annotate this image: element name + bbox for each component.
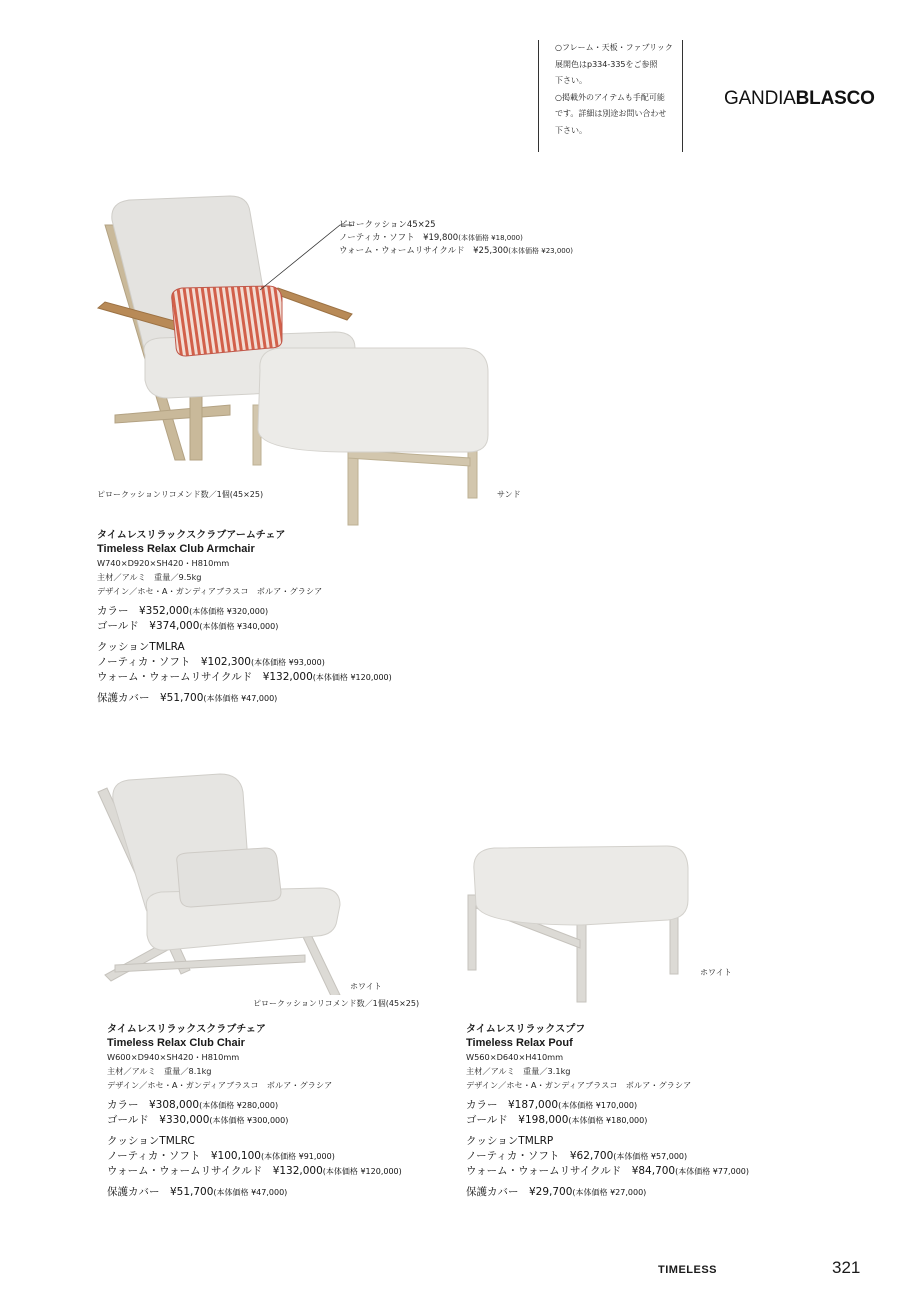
pouf-info — [466, 1020, 749, 1200]
brand-logo — [724, 88, 875, 110]
price-gold — [107, 1113, 402, 1128]
product-title-jp: タイムレスリラックスクラブチェア — [107, 1024, 266, 1035]
note-line: ○掲載外のアイテムも手配可能 — [555, 92, 665, 102]
note-line: です。詳細は別途お問い合わせ — [555, 109, 667, 118]
cushion-code: クッションTMLRC — [107, 1135, 195, 1147]
price-label: ゴールド ¥374,000 — [97, 620, 200, 632]
note-line: 下さい。 — [555, 76, 587, 85]
cushion-price-nautica — [97, 655, 392, 670]
price-color — [107, 1098, 402, 1113]
pillow-callout-price-2 — [339, 245, 573, 258]
cushion-code: クッションTMLRP — [466, 1135, 554, 1147]
price-sub: (本体価格 ¥77,000) — [675, 1167, 749, 1176]
price-label: ノーティカ・ソフト ¥62,700 — [466, 1150, 614, 1162]
product-design: デザイン／ホセ・A・ガンディアブラスコ ボルア・グラシア — [107, 1080, 333, 1090]
price-sub: (本体価格 ¥120,000) — [322, 1167, 402, 1176]
cover-price — [97, 691, 392, 706]
product-material: 主材／アルミ 重量／3.1kg — [466, 1066, 571, 1076]
price-label: ゴールド ¥330,000 — [107, 1114, 210, 1126]
brand-part1: GANDIA — [724, 88, 796, 109]
club-chair-pillow-note: ピロークッションリコメンド数／1個(45×25) — [253, 999, 420, 1008]
armchair-info — [97, 526, 392, 706]
page-number: 321 — [832, 1258, 861, 1277]
product-dimensions: W600×D940×SH420・H810mm — [107, 1052, 240, 1062]
price-label: ノーティカ・ソフト ¥102,300 — [97, 656, 251, 668]
price-sub: (本体価格 ¥27,000) — [572, 1188, 647, 1197]
product-material: 主材／アルミ 重量／9.5kg — [97, 572, 202, 582]
cushion-price-warm — [466, 1164, 749, 1179]
price-sub: (本体価格 ¥180,000) — [568, 1116, 648, 1125]
product-design: デザイン／ホセ・A・ガンディアブラスコ ボルア・グラシア — [466, 1080, 692, 1090]
cover-price — [107, 1185, 402, 1200]
cushion-price-warm — [107, 1164, 402, 1179]
pillow-callout-price-1 — [339, 232, 573, 245]
price-sub: (本体価格 ¥23,000) — [508, 247, 573, 255]
product-design: デザイン／ホセ・A・ガンディアブラスコ ボルア・グラシア — [97, 586, 323, 596]
cushion-code: クッションTMLRA — [97, 641, 185, 653]
price-sub: (本体価格 ¥47,000) — [203, 694, 278, 703]
price-label: 保護カバー ¥51,700 — [107, 1186, 214, 1198]
cover-price — [466, 1185, 749, 1200]
price-sub: (本体価格 ¥18,000) — [458, 234, 523, 242]
price-label: カラー ¥352,000 — [97, 605, 190, 617]
price-sub: (本体価格 ¥340,000) — [199, 622, 279, 631]
note-line: ○フレーム・天板・ファブリック — [555, 43, 673, 52]
pouf-color-tag: ホワイト — [700, 968, 732, 977]
price-label: ウォーム・ウォームリサイクルド ¥84,700 — [466, 1165, 676, 1177]
armchair-color-tag: サンド — [497, 490, 521, 499]
cushion-price-nautica — [466, 1149, 749, 1164]
price-label: ウォーム・ウォームリサイクルド ¥132,000 — [107, 1165, 323, 1177]
price-label: ノーティカ・ソフト ¥100,100 — [107, 1150, 261, 1162]
price-gold — [466, 1113, 749, 1128]
cushion-price-warm — [97, 670, 392, 685]
price-color — [466, 1098, 749, 1113]
product-dimensions: W560×D640×H410mm — [466, 1052, 564, 1062]
price-sub: (本体価格 ¥170,000) — [558, 1101, 638, 1110]
price-sub: (本体価格 ¥91,000) — [260, 1152, 335, 1161]
section-label: TIMELESS — [658, 1264, 718, 1276]
product-title-jp: タイムレスリラックスクラブアームチェア — [97, 530, 286, 541]
price-label: ウォーム・ウォームリサイクルド ¥132,000 — [97, 671, 313, 683]
pillow-callout-title: ピロークッション45×25 — [339, 220, 436, 230]
price-sub: (本体価格 ¥280,000) — [199, 1101, 279, 1110]
price-label: ノーティカ・ソフト ¥19,800 — [339, 233, 459, 243]
price-sub: (本体価格 ¥320,000) — [189, 607, 269, 616]
cushion-price-nautica — [107, 1149, 402, 1164]
product-dimensions: W740×D920×SH420・H810mm — [97, 558, 230, 568]
price-sub: (本体価格 ¥57,000) — [613, 1152, 688, 1161]
product-title-en: Timeless Relax Club Chair — [107, 1037, 245, 1049]
pouf-image — [462, 840, 692, 1005]
price-label: ウォーム・ウォームリサイクルド ¥25,300 — [339, 246, 509, 256]
price-color — [97, 604, 392, 619]
club-chair-info — [107, 1020, 402, 1200]
product-title-en: Timeless Relax Pouf — [466, 1037, 573, 1049]
price-label: 保護カバー ¥29,700 — [466, 1186, 573, 1198]
club-chair-color-tag: ホワイト — [350, 982, 382, 991]
brand-part2: BLASCO — [795, 88, 875, 109]
price-label: 保護カバー ¥51,700 — [97, 692, 204, 704]
price-label: ゴールド ¥198,000 — [466, 1114, 569, 1126]
price-gold — [97, 619, 392, 634]
product-title-jp: タイムレスリラックスプフ — [466, 1024, 586, 1035]
price-label: カラー ¥187,000 — [466, 1099, 559, 1111]
armchair-pillow-note: ピロークッションリコメンド数／1個(45×25) — [97, 490, 264, 499]
price-sub: (本体価格 ¥47,000) — [213, 1188, 288, 1197]
price-sub: (本体価格 ¥93,000) — [250, 658, 325, 667]
product-title-en: Timeless Relax Club Armchair — [97, 543, 255, 555]
note-line: 下さい。 — [555, 125, 587, 135]
price-sub: (本体価格 ¥300,000) — [209, 1116, 289, 1125]
pillow-callout — [339, 219, 573, 258]
product-material: 主材／アルミ 重量／8.1kg — [107, 1066, 212, 1076]
notes-box — [538, 40, 683, 152]
note-line: 展開色はp334-335をご参照 — [555, 59, 658, 69]
club-chair-image — [95, 770, 345, 995]
price-sub: (本体価格 ¥120,000) — [312, 673, 392, 682]
price-label: カラー ¥308,000 — [107, 1099, 200, 1111]
